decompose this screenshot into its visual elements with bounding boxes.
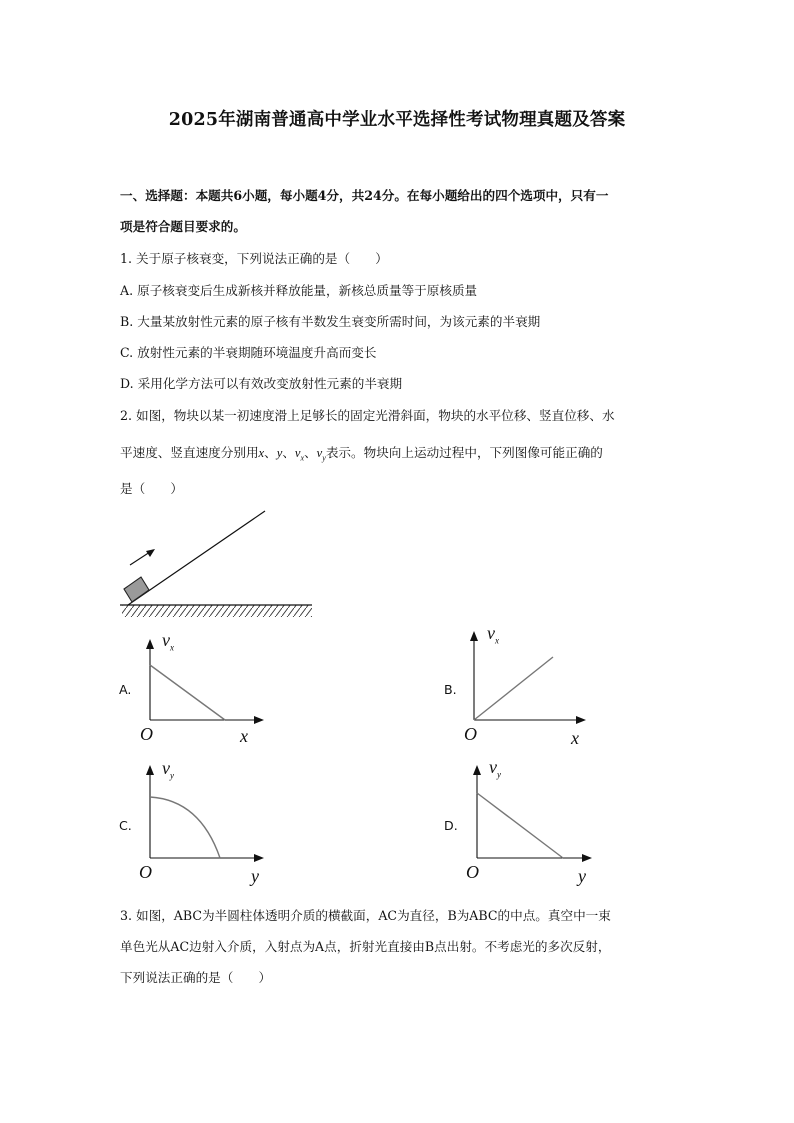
- graph-b-origin: O: [464, 724, 477, 744]
- q2-symbol-x: x: [258, 446, 265, 460]
- q1-option-a: A. 原子核衰变后生成新核并释放能量，新核总质量等于原核质量: [120, 283, 478, 298]
- q1-stem: 1. 关于原子核衰变，下列说法正确的是（ ）: [120, 251, 388, 266]
- graph-b-x-label: x: [571, 728, 579, 748]
- graph-c-option-label: C.: [119, 818, 132, 833]
- q2-sep1: 、: [264, 445, 277, 460]
- q3-stem-line1: 3. 如图，ABC为半圆柱体透明介质的横截面，AC为直径，B为ABC的中点。真空中一束: [120, 908, 611, 923]
- q3-stem-line3: 下列说法正确的是（ ）: [120, 970, 272, 985]
- q2-sep2: 、: [282, 445, 295, 460]
- graph-c-origin: O: [139, 862, 152, 882]
- page-title: 2025年湖南普通高中学业水平选择性考试物理真题及答案: [168, 110, 626, 130]
- q1-option-b: B. 大量某放射性元素的原子核有半数发生衰变所需时间，为该元素的半衰期: [120, 314, 541, 329]
- graph-b-option-label: B.: [444, 682, 457, 697]
- q3-stem-line2: 单色光从AC边射入介质，入射点为A点，折射光直接由B点出射。不考虑光的多次反射，: [120, 939, 611, 954]
- graph-d-y-label: $v_y$: [489, 757, 501, 780]
- q2-symbol-vy: $v_y$: [316, 446, 326, 463]
- graph-d-option-label: D.: [444, 818, 458, 833]
- graph-a-option-label: A.: [119, 682, 132, 697]
- q2-line2-prefix: 平速度、竖直速度分别用: [120, 445, 259, 460]
- graph-b-y-label: $v_x$: [487, 623, 499, 646]
- q2-line2-suffix: 表示。物块向上运动过程中，下列图像可能正确的: [325, 445, 603, 460]
- graph-c-x-label: y: [251, 866, 259, 886]
- section-header-line1: 一、选择题：本题共6小题，每小题4分，共24分。在每小题给出的四个选项中，只有一: [120, 188, 609, 203]
- graph-d-x-arrow: [582, 854, 592, 862]
- graph-d-curve: [477, 793, 563, 858]
- graph-a-y-label: $v_x$: [162, 630, 174, 653]
- graph-d-x-label: y: [578, 866, 586, 886]
- graph-a-x-label: x: [240, 726, 248, 746]
- graph-d-origin: O: [466, 862, 479, 882]
- q2-stem-line1: 2. 如图，物块以某一初速度滑上足够长的固定光滑斜面，物块的水平位移、竖直位移、水: [120, 408, 615, 423]
- q2-stem-line3: 是（ ）: [120, 481, 183, 496]
- q1-option-d: D. 采用化学方法可以有效改变放射性元素的半衰期: [120, 376, 403, 391]
- q2-symbol-vx: $v_x$: [294, 446, 305, 463]
- q2-symbol-y: y: [276, 446, 283, 460]
- section-header-line2: 项是符合题目要求的。: [120, 219, 246, 234]
- graph-c-y-label: $v_y$: [162, 758, 174, 781]
- graph-a-origin: O: [140, 724, 153, 744]
- graph-d-y-arrow: [473, 765, 481, 775]
- q1-option-c: C. 放射性元素的半衰期随环境温度升高而变长: [120, 345, 377, 360]
- q2-sep3: 、: [304, 445, 317, 460]
